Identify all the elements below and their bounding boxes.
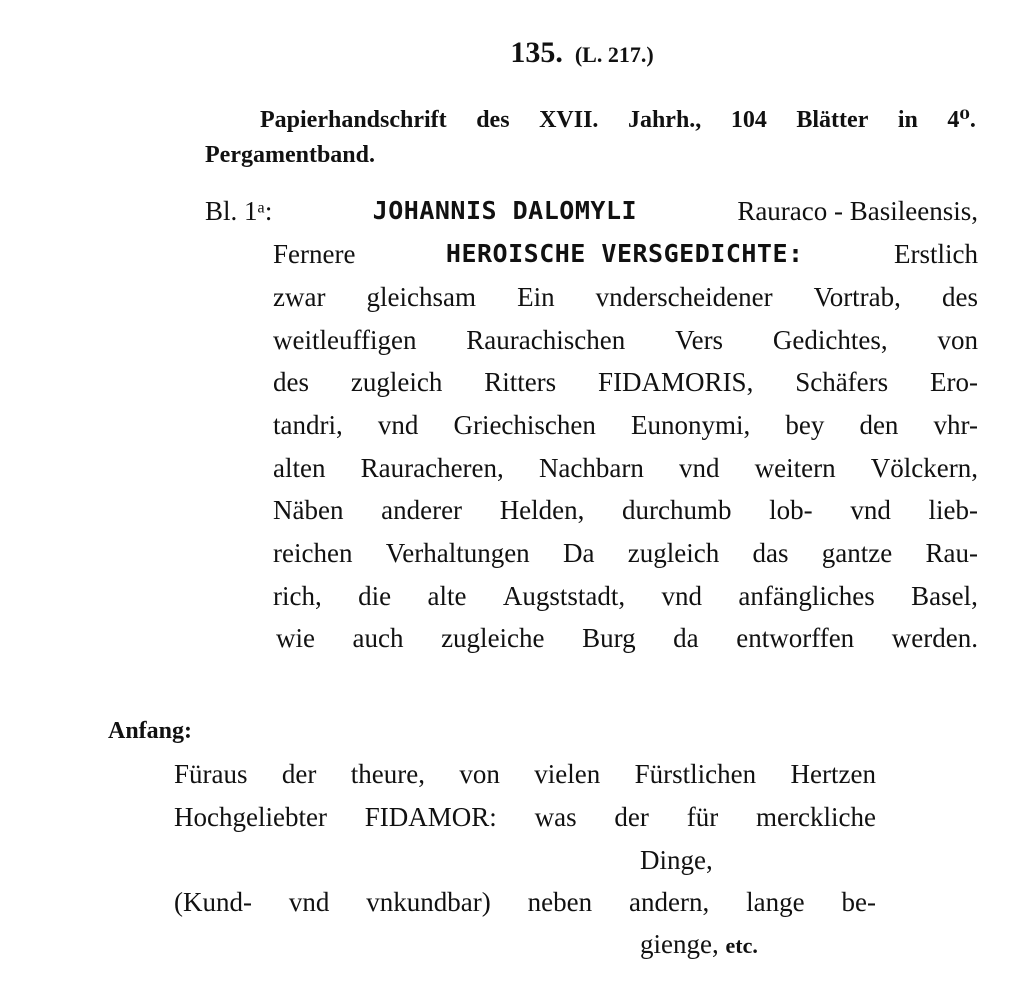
- word: der: [281, 759, 317, 789]
- word: vnkundbar): [366, 887, 491, 917]
- word: zwar: [273, 282, 326, 312]
- word: auch: [352, 623, 404, 653]
- word: lange: [746, 887, 805, 917]
- word: anfängliches: [738, 581, 875, 611]
- word: Hochgeliebter: [174, 802, 327, 832]
- entry-line: [273, 447, 978, 490]
- word: alten: [273, 453, 326, 483]
- word: lieb-: [928, 495, 978, 525]
- word: Nachbarn: [538, 453, 644, 483]
- word: zugleich: [350, 367, 443, 397]
- word: anderer: [381, 495, 463, 525]
- word: andern,: [628, 887, 710, 917]
- meta-word: XVII.: [539, 107, 599, 133]
- word: Basel,: [911, 581, 978, 611]
- word: Verhaltungen: [385, 538, 530, 568]
- word: Griechischen: [453, 410, 596, 440]
- word: Schäfers: [795, 367, 889, 397]
- word: gantze: [821, 538, 893, 568]
- work-title: HEROISCHE VERSGEDICHTE:: [445, 239, 804, 268]
- word: FIDAMORIS,: [598, 367, 754, 397]
- word: Ein: [517, 282, 555, 312]
- word: von: [459, 759, 500, 789]
- word: rich,: [273, 581, 322, 611]
- author-name: JOHANNIS DALOMYLI: [372, 196, 638, 225]
- word: werden.: [891, 623, 978, 653]
- word: Gedichtes,: [772, 325, 888, 355]
- etc-mark: etc.: [725, 933, 758, 958]
- word: (Kund-: [174, 887, 252, 917]
- word: zugleich: [627, 538, 720, 568]
- word: Fürstlichen: [634, 759, 757, 789]
- word: Eunonymi,: [631, 410, 751, 440]
- word: entworffen: [736, 623, 855, 653]
- word: alte: [427, 581, 467, 611]
- manuscript-reference: (L. 217.): [574, 42, 654, 67]
- word: lob-: [769, 495, 813, 525]
- verse-line: Dinge,: [640, 845, 713, 875]
- word: wie: [276, 623, 315, 653]
- word: Da: [562, 538, 595, 568]
- entry-line: [273, 404, 978, 447]
- word: vielen: [534, 759, 601, 789]
- word: Vortrab,: [813, 282, 901, 312]
- word: Völckern,: [870, 453, 978, 483]
- entry-line: [273, 276, 978, 319]
- folio-label: Bl. 1ᵃ:: [205, 196, 273, 226]
- word: den: [859, 410, 899, 440]
- word: für: [686, 802, 719, 832]
- word: durchumb: [622, 495, 732, 525]
- entry-line: [273, 532, 978, 575]
- word: Hertzen: [790, 759, 876, 789]
- word: Ritters: [484, 367, 557, 397]
- word: von: [937, 325, 978, 355]
- word: tandri,: [273, 410, 343, 440]
- word: des: [273, 367, 309, 397]
- word: Ero-: [930, 367, 978, 397]
- word: FIDAMOR:: [364, 802, 497, 832]
- meta-word: in: [897, 107, 918, 133]
- manuscript-number: 135.: [510, 36, 563, 69]
- verse-text: gienge,: [640, 929, 719, 959]
- entry-line: [273, 489, 978, 532]
- word: Burg: [582, 623, 636, 653]
- word: bey: [785, 410, 825, 440]
- meta-word: Blätter: [796, 107, 869, 133]
- word: vnderscheidener: [595, 282, 773, 312]
- word: Rauracheren,: [360, 453, 504, 483]
- verse-line: [174, 753, 876, 795]
- word: weitleuffigen: [273, 325, 417, 355]
- word: das: [752, 538, 789, 568]
- word: merckliche: [756, 802, 876, 832]
- entry-line: [205, 190, 978, 233]
- meta-word: des: [476, 107, 510, 133]
- title-suffix: Erstlich: [894, 239, 978, 269]
- verse-line: [174, 796, 876, 838]
- binding-description: Pergamentband.: [205, 142, 375, 168]
- author-suffix: Rauraco - Basileensis,: [737, 196, 978, 226]
- word: da: [673, 623, 699, 653]
- entry-line: [273, 233, 978, 276]
- word: was: [534, 802, 577, 832]
- page-heading: [0, 36, 1024, 70]
- word: Augststadt,: [502, 581, 626, 611]
- word: zugleiche: [441, 623, 545, 653]
- word: vnd: [288, 887, 330, 917]
- verse-line: [174, 881, 876, 923]
- meta-word: 104: [730, 107, 767, 133]
- anfang-label: Anfang:: [108, 718, 193, 744]
- word: Füraus: [174, 759, 248, 789]
- word: reichen: [273, 538, 353, 568]
- word: vnd: [377, 410, 419, 440]
- word: vhr-: [933, 410, 978, 440]
- word: neben: [527, 887, 593, 917]
- word: Raurachischen: [466, 325, 626, 355]
- word: Rau-: [925, 538, 978, 568]
- word: die: [358, 581, 392, 611]
- word: der: [614, 802, 649, 832]
- word: be-: [841, 887, 876, 917]
- meta-word: Papierhandschrift: [260, 107, 447, 133]
- word: weitern: [754, 453, 836, 483]
- word: gleichsam: [366, 282, 477, 312]
- word: des: [942, 282, 978, 312]
- manuscript-description: [260, 102, 976, 138]
- title-prefix: Fernere: [273, 239, 356, 269]
- entry-line: [276, 617, 978, 660]
- verse-line-final: [640, 923, 758, 967]
- word: theure,: [350, 759, 425, 789]
- word: vnd: [679, 453, 720, 483]
- entry-line: [273, 319, 978, 362]
- meta-word: 4⁰.: [947, 107, 976, 133]
- word: vnd: [661, 581, 702, 611]
- word: Vers: [675, 325, 724, 355]
- entry-line: [273, 361, 978, 404]
- entry-line: [273, 575, 978, 618]
- word: Helden,: [499, 495, 585, 525]
- word: Näben: [273, 495, 344, 525]
- meta-word: Jahrh.,: [627, 107, 702, 133]
- word: vnd: [850, 495, 891, 525]
